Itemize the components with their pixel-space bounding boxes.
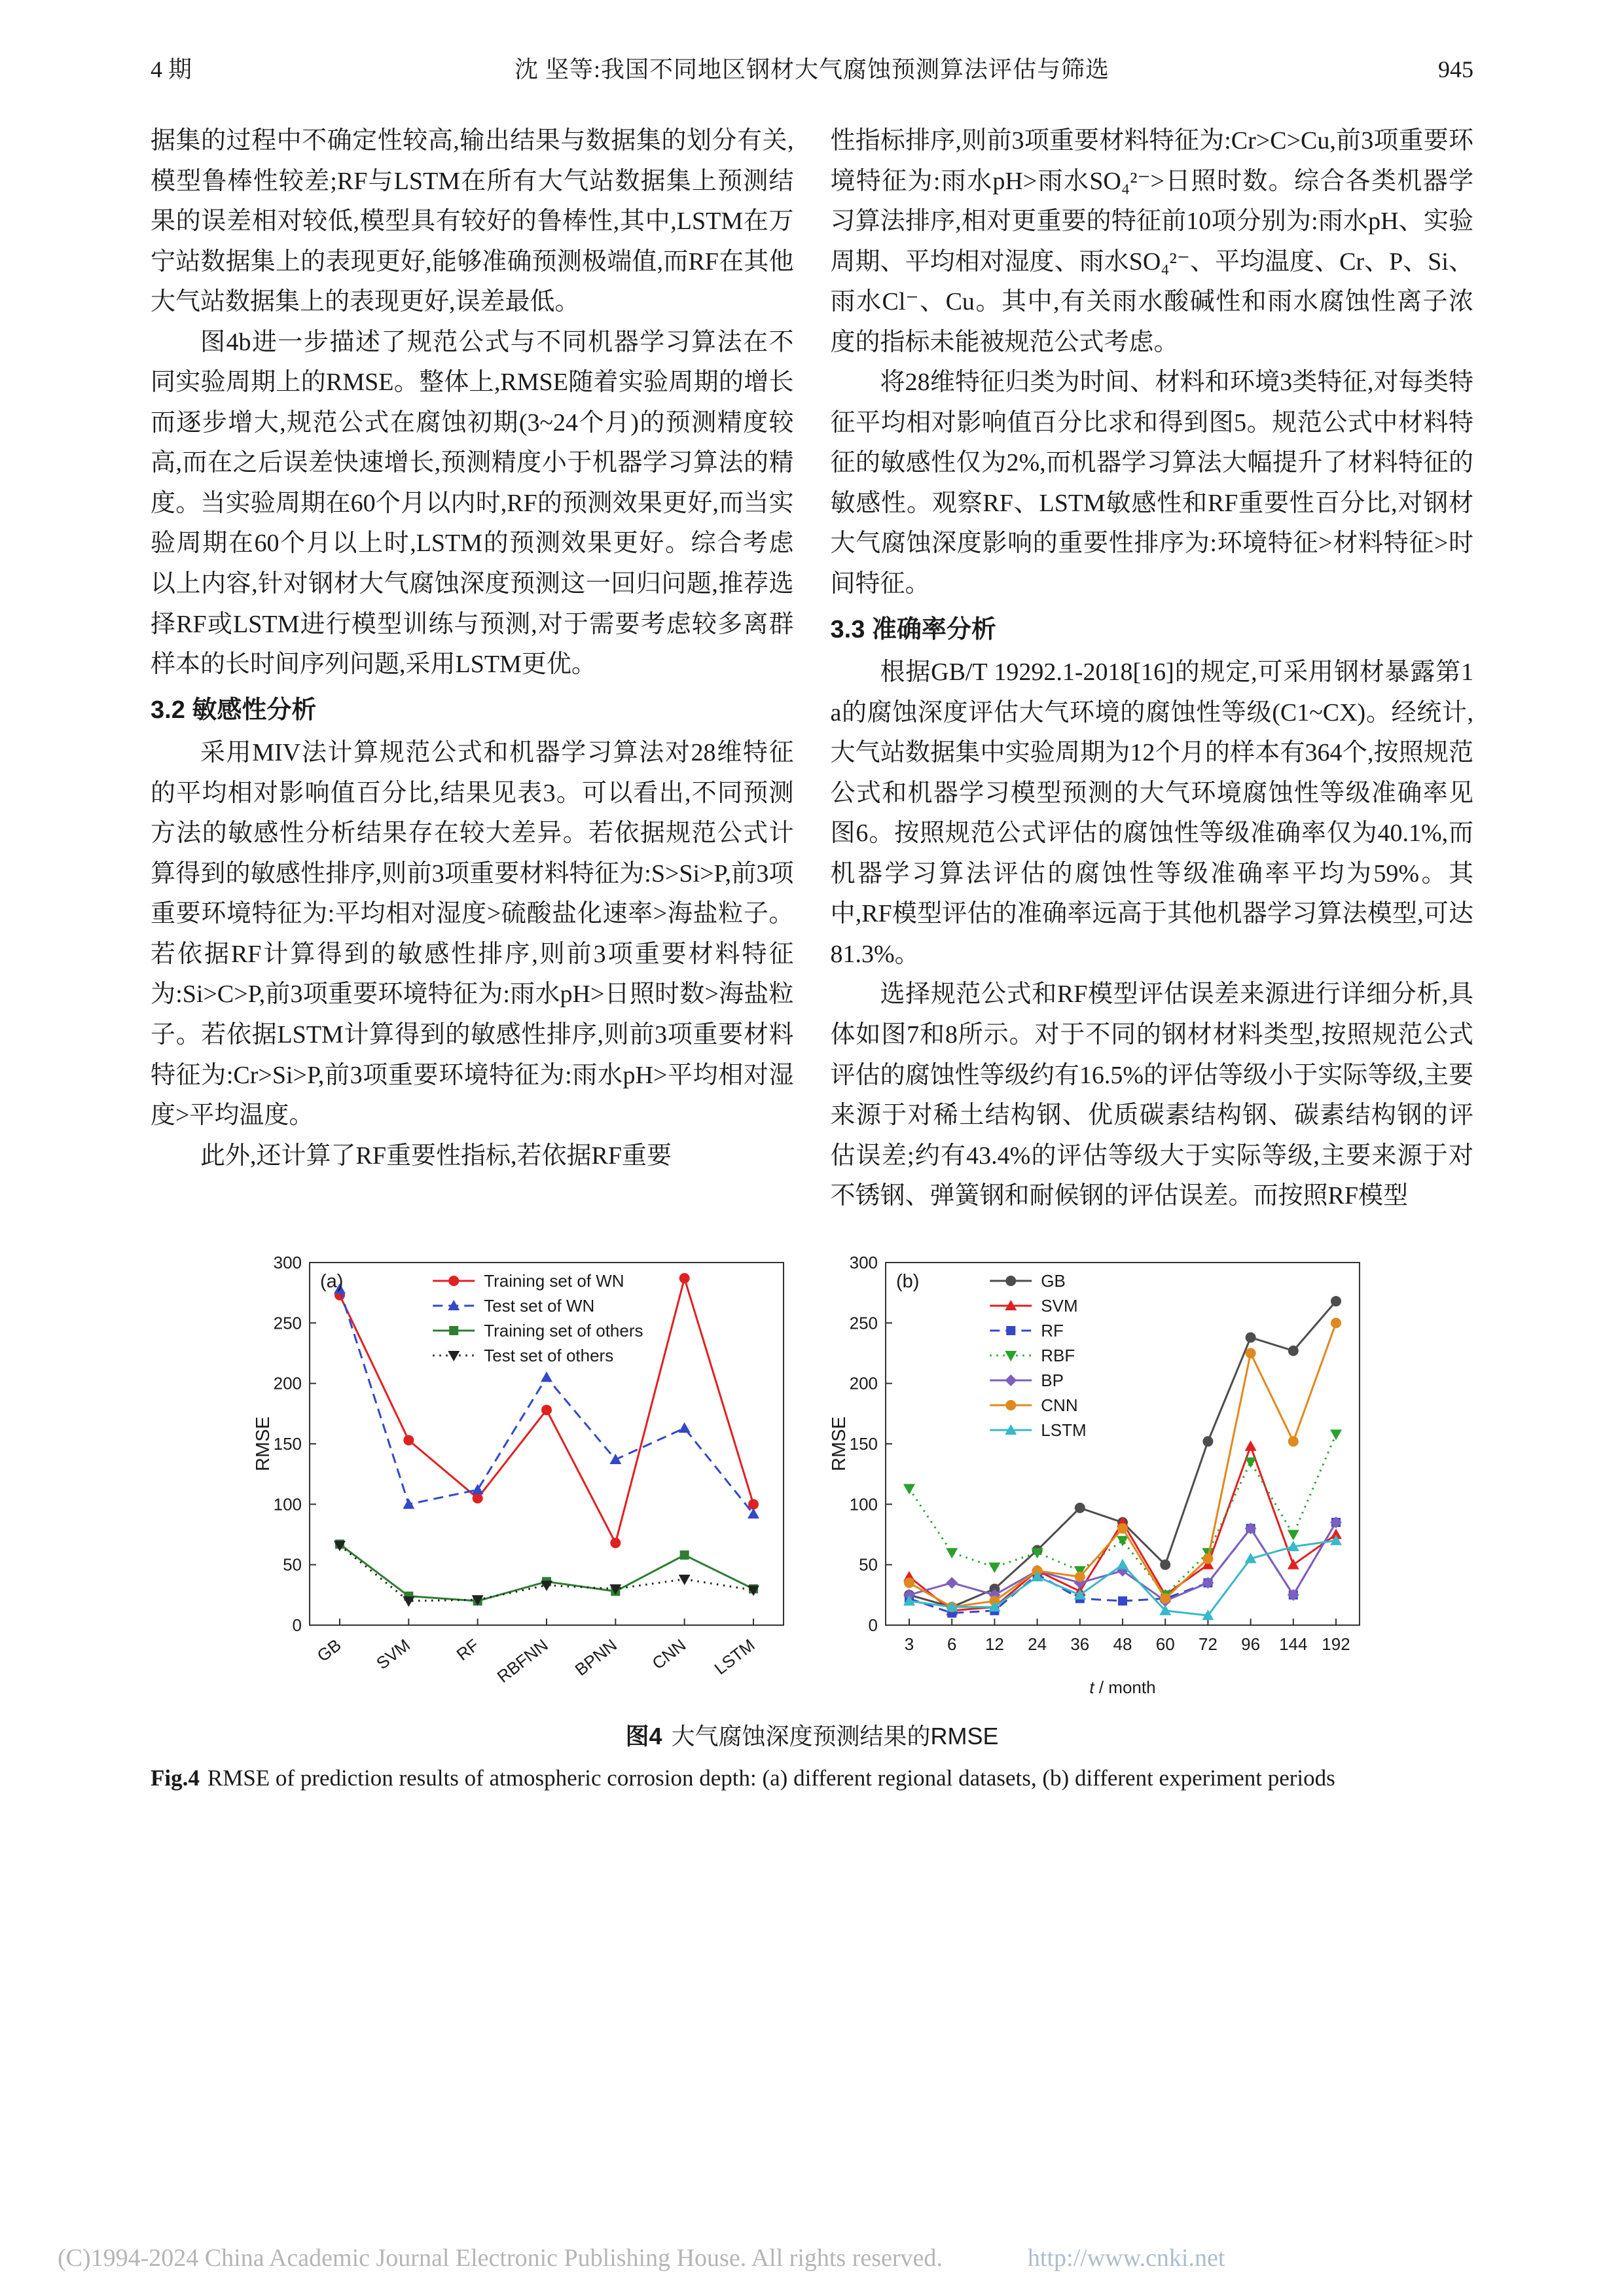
x-tick-label: 96 — [1240, 1634, 1260, 1654]
legend-label: LSTM — [1040, 1420, 1087, 1440]
marker-triangle-down — [1005, 1351, 1017, 1361]
section-heading: 3.3 准确率分析 — [830, 615, 996, 643]
x-tick-label: 3 — [904, 1634, 914, 1654]
section-heading: 3.2 敏感性分析 — [151, 696, 317, 724]
marker-square — [449, 1326, 458, 1335]
x-tick-label: 72 — [1198, 1634, 1218, 1654]
x-tick-label: 60 — [1155, 1634, 1175, 1654]
legend-label: SVM — [1040, 1295, 1078, 1316]
marker-triangle — [541, 1371, 552, 1382]
marker-triangle — [1244, 1440, 1256, 1450]
marker-circle — [1160, 1593, 1170, 1604]
paragraph: 根据GB/T 19292.1-2018[16]的规定,可采用钢材暴露第1 a的腐蚀深度评估大气环境的腐蚀性等级(C1~CX)。经统计,大气站数据集中实验周期为12个月的样本有364个,按照规范公式和机器学习模型预测的大气环境腐蚀性等级准确率见图6。按照规范公式评估的腐蚀性等级准确率仅为40.1%,而机器学习算法评估的腐蚀性等级准确率平均为59%。其中,RF模型评估的准确率远高于其他机器学习算法模型,可达81.3%。 — [830, 658, 1473, 968]
y-axis-label: RMSE — [252, 1416, 274, 1471]
charts-row — [151, 1246, 1473, 1704]
marker-circle — [472, 1493, 482, 1503]
marker-circle — [1074, 1503, 1085, 1513]
marker-circle — [1005, 1400, 1016, 1410]
figure-caption-en-prefix: Fig.4 — [151, 1765, 200, 1791]
figure-caption-cn-prefix: 图4 — [625, 1722, 662, 1749]
marker-triangle-down — [1287, 1530, 1299, 1540]
legend-label: Test set of others — [483, 1345, 613, 1365]
marker-triangle-down — [946, 1548, 958, 1558]
marker-triangle — [471, 1484, 483, 1494]
figure-caption-en-text: RMSE of prediction results of atmospheric corrosion depth: (a) different regional datasets, (b) different experiment periods — [207, 1765, 1335, 1791]
page-footer — [58, 2244, 1532, 2272]
y-tick-label: 0 — [868, 1615, 878, 1635]
rmse-chart-regional-datasets — [249, 1246, 799, 1704]
marker-circle — [448, 1276, 459, 1286]
x-tick-label: SVM — [372, 1634, 414, 1674]
x-tick-label: BPNN — [571, 1634, 621, 1679]
marker-circle — [1288, 1436, 1298, 1446]
legend-label: Training set of WN — [483, 1270, 624, 1291]
marker-circle — [1288, 1346, 1298, 1356]
x-tick-label: 24 — [1027, 1634, 1047, 1654]
legend-label: RF — [1040, 1320, 1064, 1340]
marker-circle — [1160, 1559, 1170, 1570]
series-training-set-of-others — [335, 1539, 758, 1605]
legend — [990, 1271, 1086, 1440]
marker-circle — [1074, 1571, 1085, 1582]
marker-diamond — [946, 1577, 958, 1588]
copyright-text: (C)1994-2024 China Academic Journal Electronic Publishing House. All rights reserved. — [58, 2244, 943, 2272]
paragraph: 选择规范公式和RF模型评估误差来源进行详细分析,具体如图7和8所示。对于不同的钢材材料类型,按照规范公式评估的腐蚀性等级约有16.5%的评估等级小于实际等级,主要来源于对稀土结构钢、优质碳素结构钢、碳素结构钢的评估误差;约有43.4%的评估等级大于实际等级,主要来源于对不锈钢、弹簧钢和耐候钢的评估误差。而按照RF模型 — [830, 980, 1473, 1210]
figure-4 — [151, 1246, 1473, 1796]
y-tick-label: 250 — [273, 1313, 302, 1333]
marker-square — [1118, 1596, 1127, 1605]
x-tick-label: 12 — [984, 1634, 1004, 1654]
panel-label: (b) — [895, 1270, 919, 1292]
marker-diamond — [1005, 1374, 1017, 1386]
figure-caption-en — [151, 1761, 1542, 1796]
marker-circle — [1245, 1348, 1255, 1358]
y-tick-label: 150 — [849, 1433, 878, 1454]
cnki-link[interactable]: http://www.cnki.net — [1027, 2244, 1225, 2272]
issue-label: 4 期 — [151, 56, 192, 82]
marker-triangle — [403, 1498, 414, 1509]
marker-triangle-down — [1330, 1429, 1342, 1440]
y-tick-label: 300 — [273, 1252, 302, 1272]
left-column — [151, 121, 794, 1217]
page-header — [151, 51, 1473, 84]
marker-triangle-down — [1117, 1535, 1128, 1546]
rmse-chart-experiment-periods — [825, 1246, 1375, 1704]
marker-circle — [403, 1435, 414, 1445]
marker-circle — [610, 1537, 621, 1548]
marker-triangle — [1117, 1558, 1128, 1569]
marker-circle — [1202, 1553, 1213, 1564]
y-tick-label: 200 — [273, 1373, 302, 1393]
marker-triangle-down — [1244, 1457, 1256, 1467]
paragraph: 图4b进一步描述了规范公式与不同机器学习算法在不同实验周期上的RMSE。整体上,RMSE随着实验周期的增长而逐步增大,规范公式在腐蚀初期(3~24个月)的预测精度较高,而在之后误差快速增长,预测精度小于机器学习算法的精度。当实验周期在60个月以内时,RF的预测效果更好,而当实验周期在60个月以上时,LSTM的预测效果更好。综合考虑以上内容,针对钢材大气腐蚀深度预测这一回归问题,推荐选择RF或LSTM进行模型训练与预测,对于需要考虑较多离群样本的长时间序列问题,采用LSTM更优。 — [151, 328, 794, 679]
y-tick-label: 300 — [849, 1252, 878, 1272]
right-column — [831, 121, 1474, 1217]
paragraph: 此外,还计算了RF重要性指标,若依据RF重要 — [200, 1141, 672, 1170]
legend-label: BP — [1040, 1370, 1064, 1390]
marker-triangle-down — [678, 1575, 690, 1585]
legend — [433, 1271, 643, 1365]
marker-triangle-down — [903, 1484, 915, 1494]
y-tick-label: 50 — [858, 1554, 878, 1575]
legend-label: Training set of others — [483, 1320, 643, 1340]
y-tick-label: 250 — [849, 1313, 878, 1333]
x-tick-label: CNN — [647, 1634, 689, 1674]
legend-label: GB — [1040, 1270, 1066, 1291]
x-tick-label: RF — [452, 1634, 482, 1664]
x-tick-label: 48 — [1113, 1634, 1132, 1654]
marker-circle — [1331, 1318, 1341, 1328]
legend-label: RBF — [1040, 1345, 1075, 1365]
legend-label: CNN — [1040, 1395, 1078, 1415]
marker-circle — [1202, 1436, 1213, 1446]
x-tick-label: 36 — [1070, 1634, 1089, 1654]
series-test-set-of-others — [334, 1541, 759, 1607]
marker-circle — [679, 1273, 689, 1283]
figure-caption-cn-text: 大气腐蚀深度预测结果的RMSE — [671, 1722, 999, 1749]
marker-triangle — [609, 1454, 621, 1464]
paragraph: 据集的过程中不确定性较高,输出结果与数据集的划分有关,模型鲁棒性较差;RF与LSTM在所有大气站数据集上预测结果的误差相对较低,模型具有较好的鲁棒性,其中,LSTM在万宁站数据集上的表现更好,能够准确预测极端值,而RF在其他大气站数据集上的表现更好,误差最低。 — [151, 127, 794, 316]
marker-circle — [1331, 1296, 1341, 1306]
marker-circle — [541, 1405, 552, 1415]
x-tick-label: LSTM — [710, 1634, 759, 1679]
marker-circle — [904, 1577, 914, 1588]
series-test-set-of-wn — [334, 1283, 759, 1518]
marker-square — [1006, 1326, 1015, 1335]
y-tick-label: 50 — [282, 1554, 302, 1575]
paragraph: 性指标排序,则前3项重要材料特征为:Cr>C>Cu,前3项重要环境特征为:雨水pH>雨水SO₄²⁻>日照时数。综合各类机器学习算法排序,相对更重要的特征前10项分别为:雨水pH、实验周期、平均相对湿度、雨水SO₄²⁻、平均温度、Cr、P、Si、雨水Cl⁻、Cu。其中,有关雨水酸碱性和雨水腐蚀性离子浓度的指标未能被规范公式考虑。 — [830, 127, 1473, 356]
x-tick-label: 144 — [1278, 1634, 1307, 1654]
paragraph: 将28维特征归类为时间、材料和环境3类特征,对每类特征平均相对影响值百分比求和得到图5。规范公式中材料特征的敏感性仅为2%,而机器学习算法大幅提升了材料特征的敏感性。观察RF、LSTM敏感性和RF重要性百分比,对钢材大气腐蚀深度影响的重要性排序为:环境特征>材料特征>时间特征。 — [830, 368, 1473, 598]
y-tick-label: 150 — [273, 1433, 302, 1454]
marker-square — [679, 1551, 689, 1560]
legend-label: Test set of WN — [483, 1295, 594, 1316]
paragraph: 采用MIV法计算规范公式和机器学习算法对28维特征的平均相对影响值百分比,结果见表3。可以看出,不同预测方法的敏感性分析结果存在较大差异。若依据规范公式计算得到的敏感性排序,则前3项重要材料特征为:S>Si>P,前3项重要环境特征为:平均相对湿度>硫酸盐化速率>海盐粒子。若依据RF计算得到的敏感性排序,则前3项重要材料特征为:Si>C>P,前3项重要环境特征为:雨水pH>日照时数>海盐粒子。若依据LSTM计算得到的敏感性排序,则前3项重要材料特征为:Cr>Si>P,前3项重要环境特征为:雨水pH>平均相对湿度>平均温度。 — [151, 739, 794, 1130]
y-tick-label: 100 — [849, 1494, 878, 1515]
running-title: 沈 坚等:我国不同地区钢材大气腐蚀预测算法评估与筛选 — [514, 56, 1110, 82]
y-axis-label: RMSE — [828, 1416, 850, 1471]
series-lstm — [903, 1534, 1342, 1619]
x-axis-label: t / month — [1089, 1677, 1156, 1697]
y-tick-label: 0 — [292, 1615, 302, 1635]
marker-circle — [1245, 1332, 1255, 1342]
text-columns — [151, 121, 1473, 1217]
panel-label: (a) — [319, 1270, 343, 1292]
y-tick-label: 200 — [849, 1373, 878, 1393]
marker-triangle-down — [448, 1351, 460, 1361]
x-tick-label: RBFNN — [493, 1634, 552, 1687]
y-tick-label: 100 — [273, 1494, 302, 1515]
marker-triangle-down — [988, 1562, 1000, 1573]
x-tick-label: GB — [313, 1634, 345, 1666]
marker-circle — [1117, 1523, 1128, 1534]
x-tick-label: 6 — [947, 1634, 956, 1654]
marker-circle — [1005, 1276, 1016, 1286]
figure-caption-cn — [151, 1718, 1473, 1751]
marker-triangle — [678, 1422, 690, 1433]
marker-triangle — [1287, 1558, 1299, 1569]
x-tick-label: 192 — [1321, 1634, 1350, 1654]
plot-frame — [310, 1263, 784, 1625]
page-number: 945 — [1438, 56, 1473, 82]
